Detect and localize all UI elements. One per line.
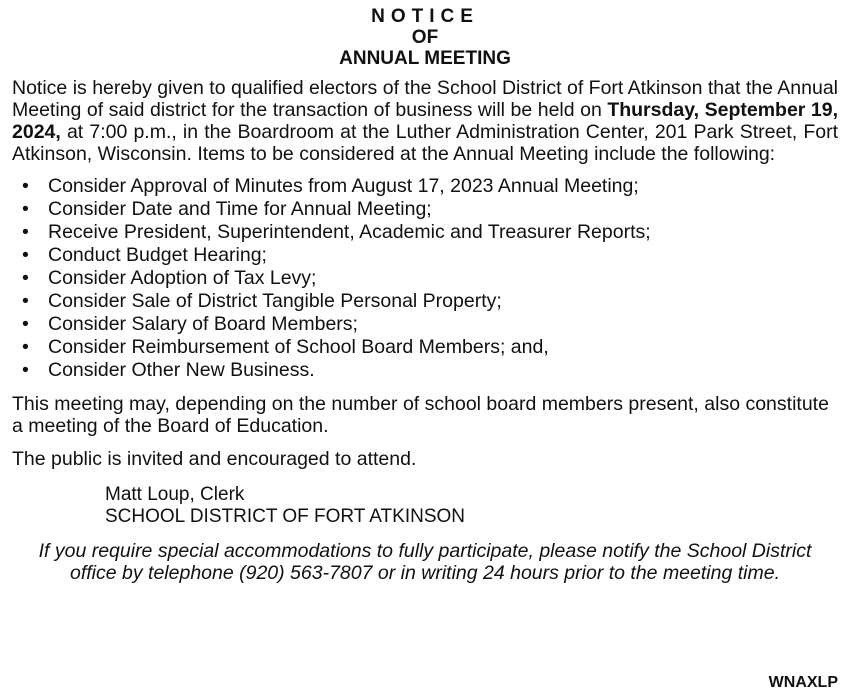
agenda-item: • Consider Date and Time for Annual Meeting; [12,198,838,221]
agenda-item: • Conduct Budget Hearing; [12,244,838,267]
agenda-item: • Consider Approval of Minutes from August 17, 2023 Annual Meeting; [12,175,838,198]
heading-notice: NOTICE [371,6,479,27]
agenda-item: • Consider Salary of Board Members; [12,313,838,336]
agenda-item: • Consider Sale of District Tangible Personal Property; [12,290,838,313]
agenda-item: • Receive President, Superintendent, Academic and Treasurer Reports; [12,221,838,244]
heading-of: OF [411,27,439,48]
agenda-item: • Consider Adoption of Tax Levy; [12,267,838,290]
intro-text-before: Notice is hereby given to qualified electors of the School District of Fort Atkinson that the Annual Meeting of said district for the transaction of business will be held on [12,77,838,121]
board-meeting-paragraph: This meeting may, depending on the number of school board members present, also constitute a meeting of the Board of Education. [12,393,829,437]
public-invite-paragraph: The public is invited and encouraged to attend. [12,448,417,470]
intro-text-after: at 7:00 p.m., in the Boardroom at the Luther Administration Center, 201 Park Street, Fort Atkinson, Wisconsin. Items to be considered at the Annual Meeting include the following: [12,121,838,165]
notice-heading [12,6,838,69]
district-name: SCHOOL DISTRICT OF FORT ATKINSON [105,506,465,527]
agenda-item: • Consider Reimbursement of School Board Members; and, [12,336,838,359]
intro-paragraph [12,77,838,165]
agenda-list [12,175,838,382]
meeting-date: Thursday, September 19, 2024, [12,99,839,143]
heading-annual-meeting: ANNUAL MEETING [339,48,511,69]
signature-block [12,484,838,528]
publication-code: WNAXLP [768,674,838,691]
agenda-item: • Consider Other New Business. [12,359,838,382]
clerk-name: Matt Loup, Clerk [105,484,245,505]
accommodations-notice: If you require special accommodations to fully participate, please notify the School District office by telephone (920) 563-7807 or in writing 24 hours prior to the meeting time. [38,540,812,584]
